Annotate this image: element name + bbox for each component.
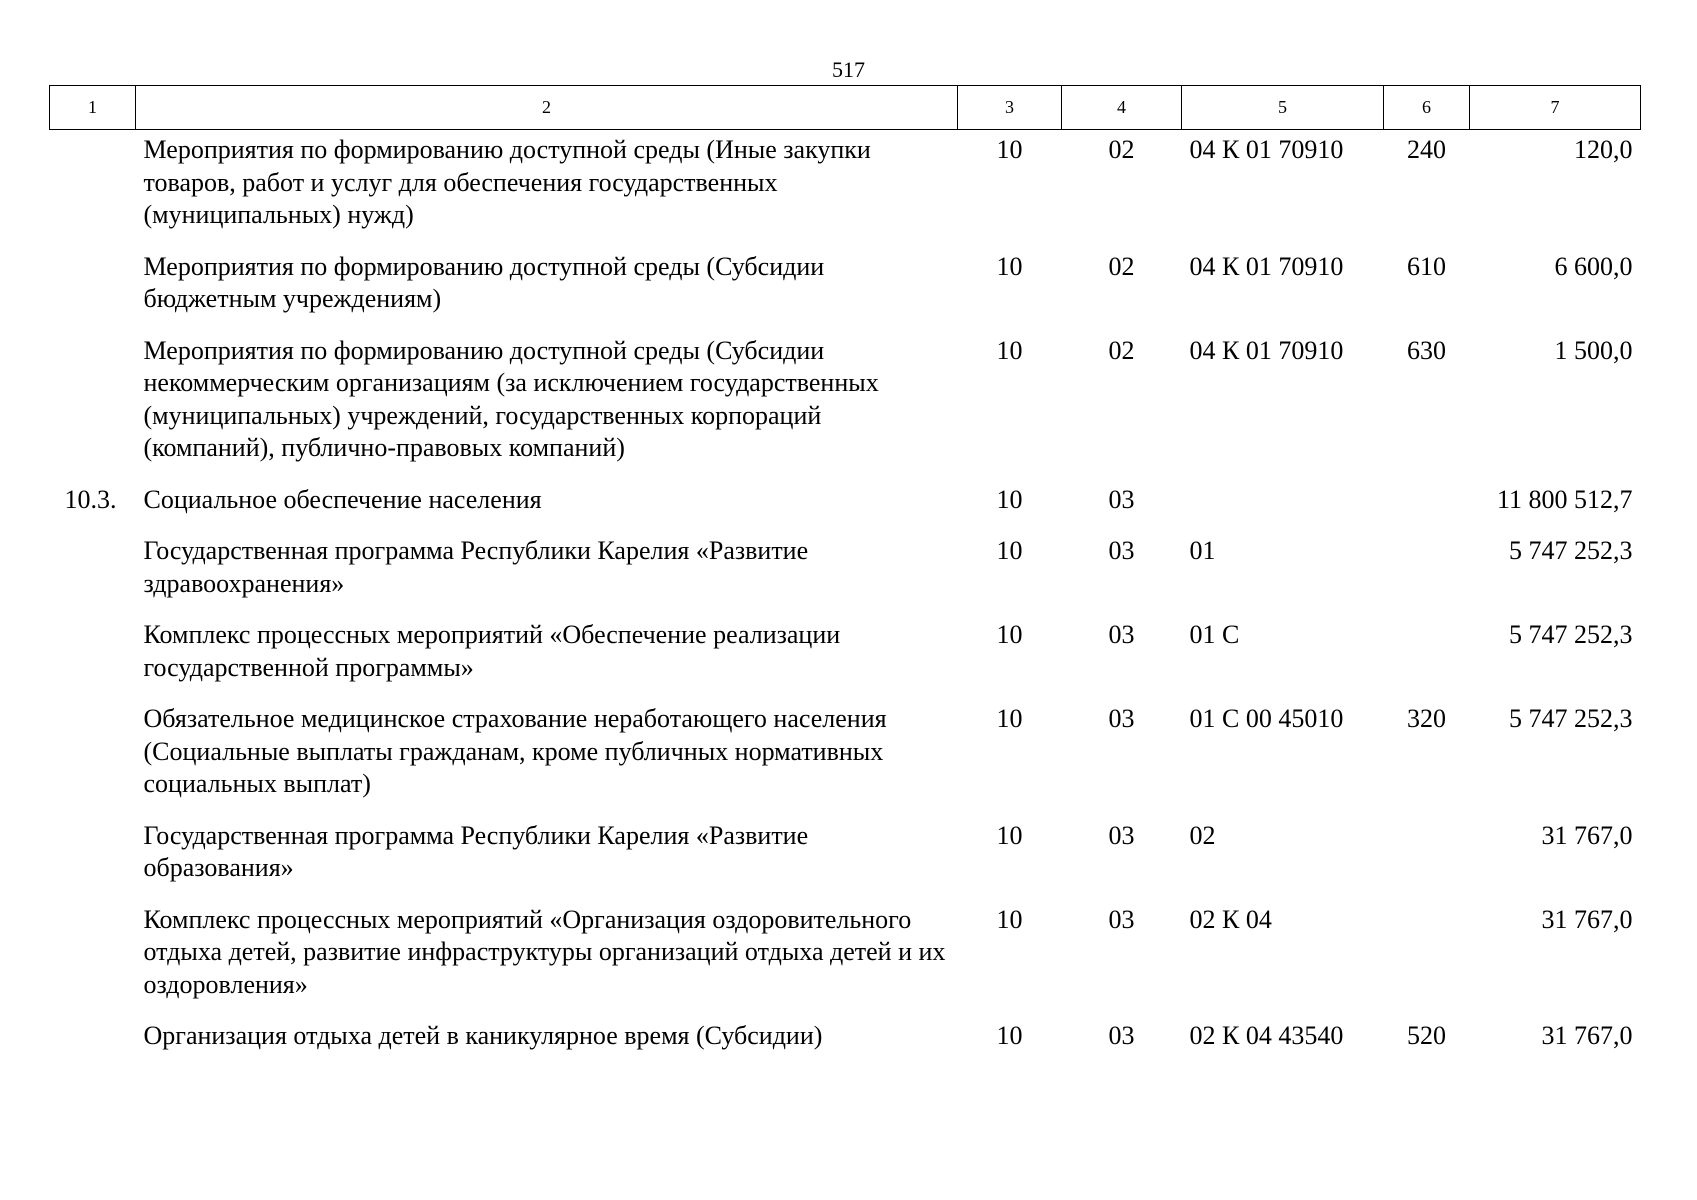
- row-section: 10: [996, 820, 1023, 850]
- row-target-code: 01 С 00 45010: [1189, 704, 1344, 733]
- row-amount: 120,0: [1574, 135, 1633, 164]
- row-name: Комплекс процессных мероприятий «Обеспечение реализации государственной программы»: [143, 620, 841, 682]
- row-expense-type: 630: [1407, 335, 1446, 365]
- row-subsection: 03: [1108, 484, 1135, 514]
- row-section: 10: [996, 620, 1023, 649]
- row-expense-type: 320: [1407, 704, 1446, 733]
- row-subsection: 03: [1108, 820, 1135, 850]
- header-col-4: 4: [1062, 86, 1182, 130]
- row-expense-type: [1384, 613, 1470, 697]
- table-header: [50, 86, 1641, 130]
- row-amount: 5 747 252,3: [1509, 704, 1633, 733]
- row-target-code: 02 К 04: [1189, 904, 1272, 934]
- row-amount: 1 500,0: [1554, 335, 1633, 365]
- table-row: [50, 697, 1641, 814]
- row-number: [50, 130, 136, 245]
- row-amount: 31 767,0: [1541, 820, 1633, 850]
- row-subsection: 03: [1108, 1021, 1135, 1050]
- row-expense-type: [1384, 478, 1470, 530]
- row-target-code: 04 К 01 70910: [1189, 335, 1344, 365]
- row-target-code: 04 К 01 70910: [1189, 135, 1344, 164]
- row-expense-type: 610: [1407, 251, 1446, 281]
- row-expense-type: 240: [1407, 135, 1446, 164]
- table-row: [50, 130, 1641, 245]
- row-section: 10: [996, 904, 1023, 934]
- header-col-5: 5: [1182, 86, 1384, 130]
- row-section: 10: [996, 135, 1023, 164]
- table-row: [50, 329, 1641, 478]
- header-col-7: 7: [1470, 86, 1641, 130]
- row-number: [50, 1014, 136, 1066]
- row-subsection: 03: [1108, 620, 1135, 649]
- row-number: [50, 329, 136, 478]
- row-amount: 6 600,0: [1554, 251, 1633, 281]
- row-number: [50, 613, 136, 697]
- row-target-code: 02: [1189, 820, 1216, 850]
- row-subsection: 02: [1108, 335, 1135, 365]
- row-subsection: 03: [1108, 536, 1135, 565]
- budget-table: [49, 85, 1641, 1066]
- table-row: [50, 478, 1641, 530]
- row-target-code: 04 К 01 70910: [1189, 251, 1344, 281]
- row-section: 10: [996, 1021, 1023, 1050]
- table-row: [50, 1014, 1641, 1066]
- row-amount: 31 767,0: [1541, 1021, 1633, 1050]
- table-row: [50, 613, 1641, 697]
- header-col-6: 6: [1384, 86, 1470, 130]
- row-subsection: 03: [1108, 704, 1135, 733]
- table-body: [50, 130, 1641, 1066]
- row-amount: 11 800 512,7: [1496, 484, 1633, 514]
- row-amount: 5 747 252,3: [1509, 536, 1633, 565]
- row-name: Организация отдыха детей в каникулярное время (Субсидии): [143, 1021, 823, 1050]
- header-col-1: 1: [50, 86, 136, 130]
- row-subsection: 02: [1108, 251, 1135, 281]
- row-target-code: 02 К 04 43540: [1189, 1021, 1344, 1050]
- row-expense-type: 520: [1407, 1021, 1446, 1050]
- row-section: 10: [996, 704, 1023, 733]
- row-section: 10: [996, 335, 1023, 365]
- row-expense-type: [1384, 898, 1470, 1015]
- row-number: [50, 697, 136, 814]
- row-target-code: 01: [1189, 536, 1216, 565]
- table-row: [50, 245, 1641, 329]
- row-number: [50, 245, 136, 329]
- row-amount: 5 747 252,3: [1509, 620, 1633, 649]
- row-target-code: 01 С: [1189, 620, 1240, 649]
- row-subsection: 02: [1108, 135, 1135, 164]
- row-name: Мероприятия по формированию доступной среды (Иные закупки товаров, работ и услуг для обеспечения государственных (муниципальных) нужд): [143, 135, 871, 229]
- table-row: [50, 529, 1641, 613]
- row-expense-type: [1384, 814, 1470, 898]
- row-name: Мероприятия по формированию доступной среды (Субсидии бюджетным учреждениям): [143, 251, 825, 313]
- row-expense-type: [1384, 529, 1470, 613]
- row-name: Мероприятия по формированию доступной среды (Субсидии некоммерческим организациям (за исключением государственных (муниципальных) учреждений, государственных корпораций (компаний), публично-правовых компаний): [143, 335, 879, 462]
- page-number: 517: [832, 57, 865, 82]
- row-target-code: [1182, 478, 1384, 530]
- header-col-3: 3: [958, 86, 1062, 130]
- row-name: Обязательное медицинское страхование неработающего населения (Социальные выплаты гражданам, кроме публичных нормативных социальных выплат): [143, 704, 887, 798]
- row-subsection: 03: [1108, 904, 1135, 934]
- row-number: [50, 814, 136, 898]
- row-name: Государственная программа Республики Карелия «Развитие образования»: [143, 820, 809, 882]
- table-row: [50, 814, 1641, 898]
- row-name: Комплекс процессных мероприятий «Организация оздоровительного отдыха детей, развитие инфраструктуры организаций отдыха детей и их оздоровления»: [143, 904, 946, 999]
- budget-table-container: [49, 85, 1640, 1066]
- header-col-2: 2: [136, 86, 958, 130]
- row-name: Государственная программа Республики Карелия «Развитие здравоохранения»: [143, 536, 809, 598]
- row-number: 10.3.: [64, 484, 117, 514]
- row-section: 10: [996, 536, 1023, 565]
- row-section: 10: [996, 251, 1023, 281]
- row-name: Социальное обеспечение населения: [143, 484, 542, 514]
- row-number: [50, 898, 136, 1015]
- row-section: 10: [996, 484, 1023, 514]
- row-amount: 31 767,0: [1541, 904, 1633, 934]
- row-number: [50, 529, 136, 613]
- header-row: [50, 86, 1641, 130]
- table-row: [50, 898, 1641, 1015]
